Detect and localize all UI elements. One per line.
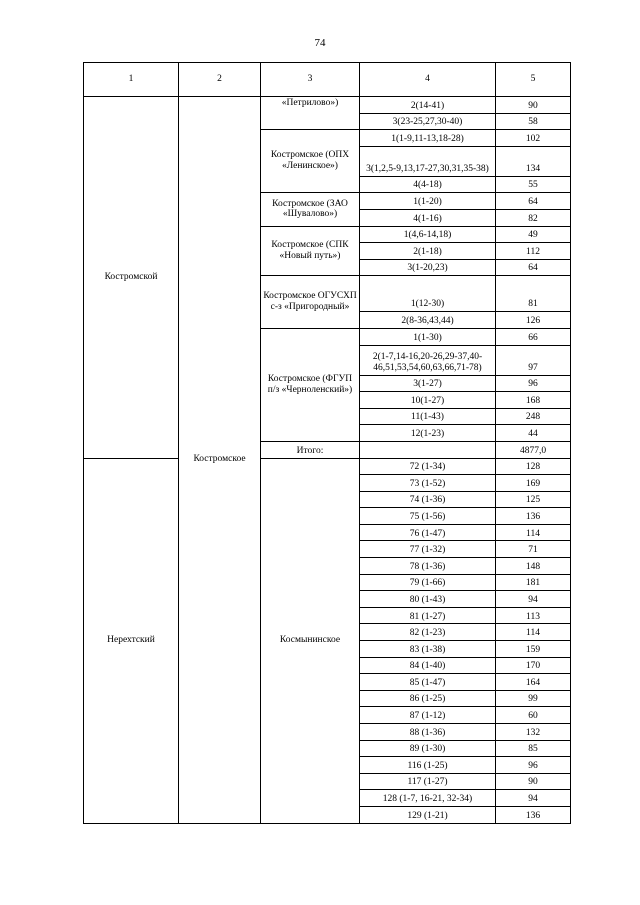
area-cell: 81: [496, 276, 571, 312]
table-body: [84, 63, 571, 824]
district-cell: Костромской: [84, 97, 179, 459]
area-cell: 99: [496, 690, 571, 707]
area-cell: 132: [496, 724, 571, 741]
area-cell: 181: [496, 574, 571, 591]
area-cell: 159: [496, 641, 571, 658]
page-number: 74: [314, 37, 326, 49]
parcel-cell: 73 (1-52): [360, 475, 496, 492]
area-cell: 169: [496, 475, 571, 492]
parcel-cell: 74 (1-36): [360, 491, 496, 508]
parcel-cell: 12(1-23): [360, 425, 496, 442]
parcel-cell: 76 (1-47): [360, 524, 496, 541]
area-cell: 44: [496, 425, 571, 442]
parcel-cell: 1(1-20): [360, 193, 496, 210]
area-cell: 114: [496, 624, 571, 641]
header-cell: 3: [261, 63, 360, 97]
area-cell: 55: [496, 176, 571, 193]
area-cell: 71: [496, 541, 571, 558]
parcel-cell: 1(12-30): [360, 276, 496, 312]
parcel-cell: 3(1,2,5-9,13,17-27,30,31,35-38): [360, 146, 496, 176]
total-empty: [360, 441, 496, 458]
parcel-cell: 1(1-9,11-13,18-28): [360, 130, 496, 147]
area-cell: 94: [496, 591, 571, 608]
organization-cell: Костромское ОГУСХП с-з «Пригородный»: [261, 276, 360, 329]
parcel-cell: 1(4,6-14,18): [360, 226, 496, 243]
header-cell: 5: [496, 63, 571, 97]
area-cell: 66: [496, 328, 571, 345]
area-cell: 60: [496, 707, 571, 724]
area-cell: 58: [496, 113, 571, 130]
header-cell: 2: [179, 63, 261, 97]
parcel-cell: 3(1-27): [360, 375, 496, 392]
parcel-cell: 85 (1-47): [360, 674, 496, 691]
area-cell: 113: [496, 607, 571, 624]
parcel-cell: 81 (1-27): [360, 607, 496, 624]
area-cell: 170: [496, 657, 571, 674]
organization-cell: Космынинское: [261, 458, 360, 823]
area-cell: 125: [496, 491, 571, 508]
area-cell: 134: [496, 146, 571, 176]
parcel-cell: 2(1-18): [360, 243, 496, 260]
parcel-cell: 75 (1-56): [360, 508, 496, 525]
header-row: [84, 63, 571, 97]
area-cell: 90: [496, 97, 571, 114]
parcel-cell: 129 (1-21): [360, 806, 496, 823]
parcel-cell: 83 (1-38): [360, 641, 496, 658]
area-cell: 168: [496, 392, 571, 409]
parcel-cell: 128 (1-7, 16-21, 32-34): [360, 790, 496, 807]
area-cell: 114: [496, 524, 571, 541]
table-row: [84, 97, 571, 114]
parcel-cell: 84 (1-40): [360, 657, 496, 674]
parcel-cell: 78 (1-36): [360, 558, 496, 575]
organization-cell: Костромское (ОПХ «Ленинское»): [261, 130, 360, 193]
parcel-cell: 88 (1-36): [360, 724, 496, 741]
organization-cell: «Петрилово»): [261, 97, 360, 130]
parcel-cell: 80 (1-43): [360, 591, 496, 608]
organization-cell: Костромское (ЗАО «Шувалово»): [261, 193, 360, 226]
area-cell: 126: [496, 312, 571, 329]
area-cell: 164: [496, 674, 571, 691]
parcel-cell: 77 (1-32): [360, 541, 496, 558]
district-cell: Нерехтский: [84, 458, 179, 823]
header-cell: 4: [360, 63, 496, 97]
parcel-cell: 82 (1-23): [360, 624, 496, 641]
area-cell: 102: [496, 130, 571, 147]
parcel-cell: 117 (1-27): [360, 773, 496, 790]
parcel-cell: 3(23-25,27,30-40): [360, 113, 496, 130]
organization-cell: Костромское (СПК «Новый путь»): [261, 226, 360, 276]
area-cell: 136: [496, 508, 571, 525]
header-cell: 1: [84, 63, 179, 97]
area-cell: 112: [496, 243, 571, 260]
area-cell: 82: [496, 209, 571, 226]
parcel-cell: 4(1-16): [360, 209, 496, 226]
parcel-cell: 2(14-41): [360, 97, 496, 114]
parcel-cell: 72 (1-34): [360, 458, 496, 475]
parcel-cell: 10(1-27): [360, 392, 496, 409]
parcel-cell: 79 (1-66): [360, 574, 496, 591]
area-cell: 90: [496, 773, 571, 790]
parcel-cell: 3(1-20,23): [360, 259, 496, 276]
area-cell: 97: [496, 345, 571, 375]
area-cell: 96: [496, 757, 571, 774]
area-cell: 128: [496, 458, 571, 475]
area-cell: 148: [496, 558, 571, 575]
total-value: 4877,0: [496, 441, 571, 458]
area-cell: 96: [496, 375, 571, 392]
parcel-cell: 11(1-43): [360, 408, 496, 425]
area-cell: 49: [496, 226, 571, 243]
area-cell: 85: [496, 740, 571, 757]
area-cell: 94: [496, 790, 571, 807]
area-cell: 64: [496, 259, 571, 276]
parcel-cell: 86 (1-25): [360, 690, 496, 707]
parcel-cell: 89 (1-30): [360, 740, 496, 757]
parcel-cell: 87 (1-12): [360, 707, 496, 724]
settlement-cell: Костромское: [179, 97, 261, 824]
parcel-cell: 4(4-18): [360, 176, 496, 193]
total-label: Итого:: [261, 441, 360, 458]
land-table: [83, 62, 571, 824]
area-cell: 248: [496, 408, 571, 425]
parcel-cell: 2(1-7,14-16,20-26,29-37,40-46,51,53,54,60,63,66,71-78): [360, 345, 496, 375]
parcel-cell: 1(1-30): [360, 328, 496, 345]
table-row: [84, 458, 571, 475]
parcel-cell: 2(8-36,43,44): [360, 312, 496, 329]
parcel-cell: 116 (1-25): [360, 757, 496, 774]
area-cell: 136: [496, 806, 571, 823]
organization-cell: Костромское (ФГУП п/з «Черноленский»): [261, 328, 360, 441]
area-cell: 64: [496, 193, 571, 210]
